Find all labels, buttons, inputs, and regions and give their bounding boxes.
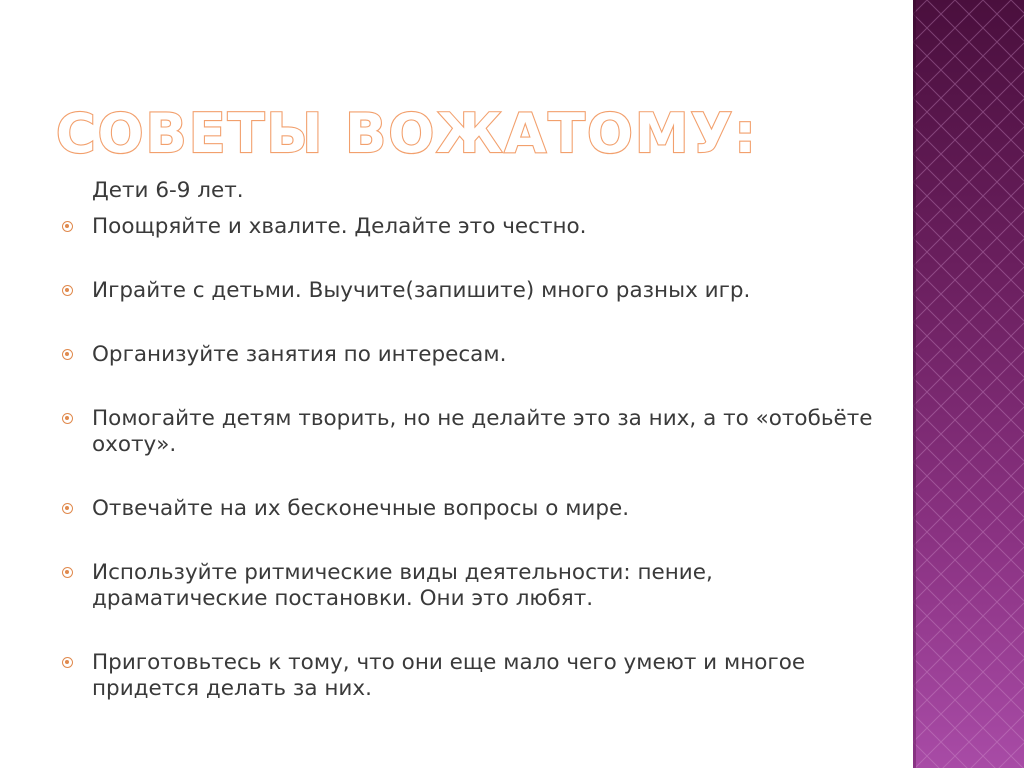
bullet-icon [62,413,73,424]
slide-title-graphic [56,92,896,172]
list-item [62,278,892,304]
bullet-icon [62,349,73,360]
intro-text: Дети 6-9 лет. [92,178,244,203]
tips-list [62,214,892,702]
tip-text: Приготовьтесь к тому, что они еще мало чего умеют и многое придется делать за них. [92,650,806,701]
slide-content [62,178,892,740]
bullet-icon [62,221,73,232]
tip-text: Помогайте детям творить, но не делайте это за них, а то «отобьёте охоту». [92,406,873,457]
side-panel-edge [913,0,916,768]
list-item [62,496,892,522]
list-item [62,214,892,240]
tip-text: Играйте с детьми. Выучите(запишите) много разных игр. [92,278,751,303]
list-item [62,342,892,368]
tip-text: Организуйте занятия по интересам. [92,342,507,367]
tip-text: Поощряйте и хвалите. Делайте это честно. [92,214,587,239]
bullet-icon [62,285,73,296]
bullet-icon [62,657,73,668]
list-item [62,406,892,458]
tip-text: Отвечайте на их бесконечные вопросы о мире. [92,496,630,521]
slide-title [56,92,896,172]
tip-text: Используйте ритмические виды деятельности: пение, драматические постановки. Они это любят. [92,560,713,611]
list-item [62,650,892,702]
list-item [62,560,892,612]
bullet-icon [62,503,73,514]
decorative-side-panel [913,0,1024,768]
slide-title-text: СОВЕТЫ ВОЖАТОМУ: [56,102,758,165]
diamond-pattern [913,0,1024,768]
bullet-icon [62,567,73,578]
